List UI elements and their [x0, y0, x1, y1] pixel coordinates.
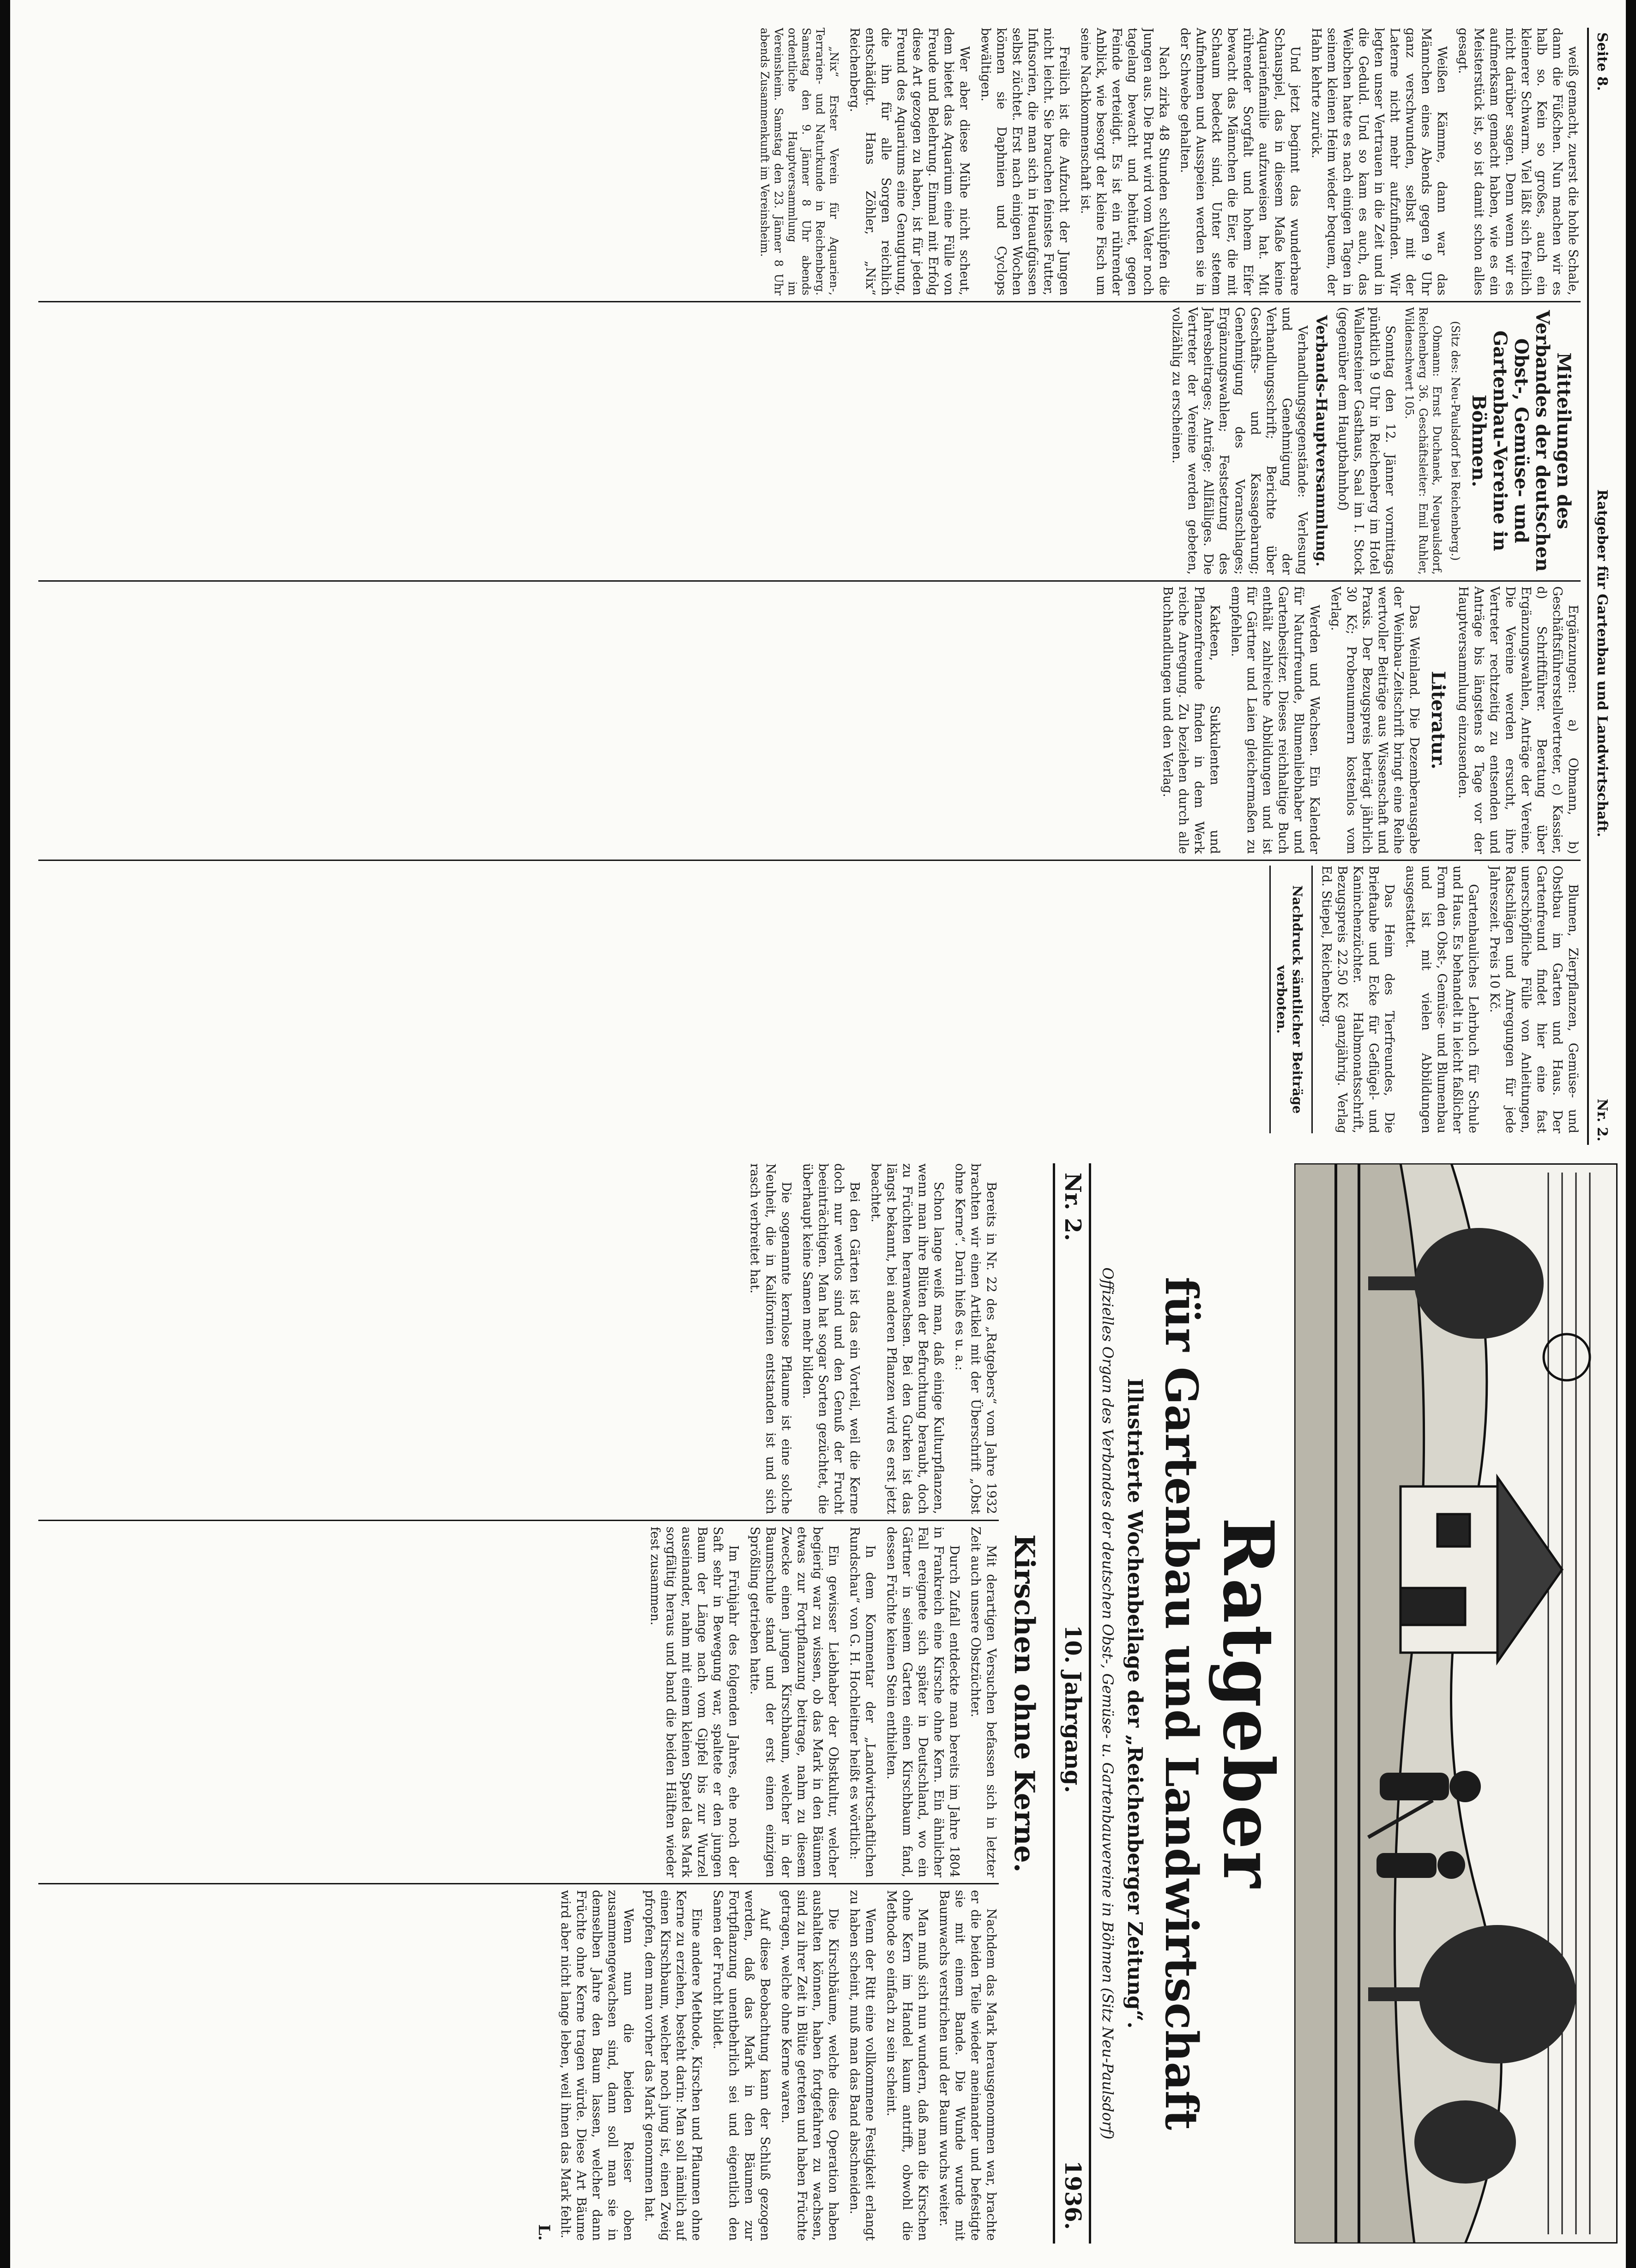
paragraph: Schon lange weiß man, daß einige Kulturpflanzen, wenn man ihre Blüten der Befruchtung beraubt, doch zu Früchten heranwachsen. Bei den Gurken ist das längst bekannt, bei anderen Pflanzen wird es erst jetzt beachtet.	[869, 1163, 946, 1514]
paragraph: Sonntag den 12. Jänner vormittags pünktlich 9 Uhr in Reichenberg im Hotel Wallensteiner Gasthaus, Saal im I. Stock (gegenüber dem Hauptbahnhof)	[1336, 307, 1397, 575]
paragraph: Wenn der Ritt eine vollkommene Festigkeit erlangt zu haben scheint, muß man das Band abschneiden.	[847, 1890, 877, 2241]
paragraph: Ein gewisser Liebhaber der Obstkultur, welcher begierig war zu wissen, ob das Mark in den Bäumen etwas zur Fortpflanzung beitrage, nahm zu diesem Zwecke einen jungen Kirschbaum, welcher in der Baumschule stand und der erst einen einzigen Sprößling getrieben hatte.	[748, 1527, 840, 1877]
paragraph: Ergänzungen: a) Obmann, b) Geschäftsführerstellvertreter, c) Kassier, d) Schriftführer. Beratung über Ergänzungswahlen, Anträge der Vereine. Die Vereine werden ersucht, ihre Vertreter rechtzeitig zu entsenden und Anträge bis längstens 8 Tage vor der Hauptversammlung einzusenden.	[1456, 586, 1580, 854]
column-divider	[38, 301, 1581, 302]
paragraph: Freilich ist die Aufzucht der Jungen nicht leicht. Sie brauchen feinstes Futter, Infusorien, die man sich in Heuaufgüssen selbst züchtet. Erst nach einigen Wochen können sie Daphnien und Cyclops bewältigen.	[978, 28, 1071, 295]
paragraph: Gartenbauliches Lehrbuch für Schule und Haus. Es behandelt in leicht faßlicher Form den Obst-, Gemüse- und Blumenbau und ist mit vielen Abbildungen ausgestattet.	[1403, 866, 1480, 1133]
verein-note: „Nix“ Erster Verein für Aquarien-, Terrarien- und Naturkunde in Reichenberg. Samstag den 9. Jänner 8 Uhr abends ordentliche Hauptversammlung im Vereinsheim. Samstag den 23. Jänner 8 Uhr abends Zusammenkunft im Vereinsheim.	[758, 28, 840, 295]
paragraph: In dem Kommentar der „Landwirtschaftlichen Rundschau“ von G. H. Hochleitner heißt es wörtlich:	[847, 1527, 877, 1877]
masthead-tagline: Illustrierte Wochenbeilage der „Reichenberger Zeitung“.	[1123, 1378, 1147, 2029]
scan-border-bottom	[0, 0, 10, 2268]
paragraph: Bereits in Nr. 22 des „Ratgebers“ vom Jahre 1932 brachten wir einen Artikel mit der Überschrift „Obst ohne Kerne“. Darin hieß es u. a.:	[953, 1163, 998, 1514]
header-rule	[1587, 28, 1589, 1145]
scan-border-top	[1626, 0, 1636, 2268]
paragraph: Bei den Gärten ist das ein Vorteil, weil die Kerne doch nur wertlos sind und den Genuß der Frucht beeinträchtigen. Man hat sogar Sorten gezüchtet, die überhaupt keine Samen mehr bilden.	[800, 1163, 862, 1514]
volume-label: 10. Jahrgang.	[1060, 1625, 1086, 1793]
paragraph: Blumen, Zierpflanzen, Gemüse- und Obstbau im Garten und Haus. Der Gartenfreund findet hier eine fast unerschöpfliche Fülle von Anleitungen, Ratschlägen und Anregungen für jede Jahreszeit. Preis 10 Kč.	[1487, 866, 1580, 1133]
article-column-2	[38, 1527, 999, 1877]
left-page	[29, 28, 1618, 1145]
literatur-heading: Literatur.	[1427, 671, 1449, 770]
reprint-notice: Nachdruck sämtlicher Beiträge verboten.	[1274, 885, 1305, 1114]
left-column-3	[38, 586, 1581, 854]
left-column-4	[38, 866, 1581, 1133]
masthead-subtitle: für Gartenbau und Landwirtschaft	[1155, 1276, 1207, 2130]
closing-rule	[1269, 866, 1271, 1133]
column-divider	[38, 580, 1581, 582]
paragraph: Das Heim des Tierfreundes, Die Brieftaube und Ecke für Geflügel- und Kaninchenzüchter. Halbmonatsschrift, Bezugspreis 22.50 Kč ganzjährig. Verlag Ed. Stiepel, Reichenberg.	[1319, 866, 1396, 1133]
article-column-1	[38, 1163, 999, 1514]
paragraph: Und jetzt beginnt das wunderbare Schauspiel, das in diesem Maße keine Aquarienfamilie aufzuweisen hat. Mit rührender Sorgfalt und hohem Eifer bewacht das Männchen die Eier, die mit Schaum bedeckt sind. Unter stetem Aufnehmen und Ausspeien werden sie in der Schwebe gehalten.	[1178, 28, 1302, 295]
paragraph: Wer aber diese Mühe nicht scheut, dem bietet das Aquarium eine Fülle von Freude und Belehrung. Einmal mit Erfolg diese Art gezogen zu haben, ist für jeden Freund des Aquariums eine Genugtuung, die ihn für alle Sorgen reichlich entschädigt. Hans Zöhler, „Nix“ Reichenberg.	[847, 28, 972, 295]
paragraph: weiß gemacht, zuerst die hohle Schale, dann die Füßchen. Nun machen wir es halb so. Kein so großes, auch ein kleinerer Schwarm. Viel läßt sich freilich nicht darüber sagen. Denn wenn wir es aufmerksam gemacht haben, wie es ein Meisterstück ist, so ist damit schon alles gesagt.	[1456, 28, 1580, 295]
paragraph: Man muß sich nun wundern, daß man die Kirschen ohne Kern im Handel kaum antrifft, obwohl die Methode so einfach zu sein scheint.	[884, 1890, 930, 2241]
masthead-rule-top	[1089, 1163, 1091, 2244]
mitteilungen-subheading: (Sitz des: Neu-Paulsdorf bei Reichenberg.)	[1449, 321, 1462, 561]
paragraph: Nachdem das Mark herausgenommen war, brachte er die beiden Teile wieder aneinander und befestigte sie mit einem Bande. Die Wunde wurde mit Baumwachs verstrichen und der Baum wuchs weiter.	[937, 1890, 998, 2241]
paragraph: Nach zirka 48 Stunden schlüpfen die Jungen aus. Die Brut wird vom Vater noch tagelang bewacht und behütet, gegen Feinde verteidigt. Es ist ein rührender Anblick, wie besorgt der kleine Fisch um seine Nachkommenschaft ist.	[1078, 28, 1171, 295]
masthead-organ: Offizielles Organ des Verbandes der deutschen Obst-, Gemüse- u. Gartenbauvereine in Böhmen (Sitz Neu-Paulsdorf)	[1099, 1267, 1117, 2140]
year-label: 1936.	[1060, 2160, 1086, 2230]
article-column-3	[38, 1890, 999, 2241]
paragraph: Werden und Wachsen. Ein Kalender für Naturfreunde, Blumenliebhaber und Gartenbesitzer. Dieses reichhaltige Buch enthält zahlreiche Abbildungen und ist für Gärtner und Laien gleichermaßen zu empfehlen.	[1229, 586, 1322, 854]
paragraph: Das Weinland. Die Dezemberausgabe der Weinbau-Zeitschrift bringt eine Reihe wertvoller Beiträge aus Wissenschaft und Praxis. Der Bezugspreis beträgt jährlich 30 Kč; Probenummern kostenlos vom Verlag.	[1328, 586, 1421, 854]
column-divider	[38, 860, 1581, 861]
paragraph: Die sogenannte kernlose Pflaume ist eine solche Neuheit, die in Kalifornien entstanden ist und sich rasch verbreitet hat.	[748, 1163, 793, 1514]
left-column-1	[38, 28, 1581, 295]
paragraph: Durch Zufall entdeckte man bereits im Jahre 1804 in Frankreich eine Kirsche ohne Kern. Ein ähnlicher Fall ereignete sich später in Deutschland, wo ein Gärtner in seinem Garten einen Kirschbaum fand, dessen Früchte keinen Stein enthielten.	[884, 1527, 961, 1877]
hauptversammlung-heading: Verbands-Hauptversammlung.	[1313, 315, 1330, 567]
closing-rule	[1311, 866, 1313, 1133]
column-divider	[38, 1520, 999, 1521]
masthead-illustration	[1294, 1163, 1618, 2244]
paragraph: Wenn nun die beiden Reiser oben zusammengewachsen sind, dann soll man sie in demselben Jahre den Baum lassen, welcher dann Früchte ohne Kerne tragen würde. Diese Art Bäume wird aber nicht lange leben, weil ihnen das Mark fehlt.	[558, 1890, 635, 2241]
masthead-title: Ratgeber	[1207, 1517, 1289, 1890]
author-signature: L.	[535, 2224, 553, 2241]
masthead-rule-bottom	[1053, 1163, 1055, 2244]
issue-number: Nr. 2.	[1594, 1099, 1610, 1142]
page-gutter	[20, 1145, 1618, 1163]
article-title: Kirschen ohne Kerne.	[1008, 1534, 1040, 1873]
paragraph: Kakteen, Sukkulenten und Pflanzenfreunde finden in dem Werk reiche Anregung. Zu beziehen durch alle Buchhandlungen und den Verlag.	[1160, 586, 1222, 854]
paragraph: Im Frühjahr des folgenden Jahres, ehe noch der Saft sehr in Bewegung war, spaltete er den jungen Baum der Länge nach vom Gipfel bis zur Wurzel auseinander, nahm mit einem kleinen Spatel das Mark sorgfältig heraus und band die beiden Hälften wieder fest zusammen.	[648, 1527, 741, 1877]
paragraph: Verhandlungsgegenstände: Verlesung und Genehmigung der Verhandlungsschrift; Berichte über Geschäfts- und Kassagebarung; Genehmigung des Voranschlages; Ergänzungswahlen; Festsetzung des Jahresbeitrages; Anträge; Allfälliges. Die Vertreter der Vereine werden gebeten, vollzählig zu erscheinen.	[1170, 307, 1310, 575]
page-folio: Seite 8.	[1594, 32, 1610, 91]
paragraph: Mit derartigen Versuchen befassen sich in letzter Zeit auch unsere Obstzüchter.	[968, 1527, 998, 1877]
paragraph: Auf diese Beobachtung kann der Schluß gezogen werden, daß das Mark in den Bäumen zur Fortpflanzung unentbehrlich sei und eigentlich den Samen der Frucht bildet.	[711, 1890, 772, 2241]
paragraph: Eine andere Methode, Kirschen und Pflaumen ohne Kerne zu erziehen, besteht darin: Man soll nämlich auf einen Kirschbaum, welcher noch jung ist, einen Zweig pfropfen, dem man vorher das Mark genommen hat.	[642, 1890, 704, 2241]
garden-scene-illustration	[1294, 1163, 1618, 2244]
paragraph: Obmann: Ernst Duchanek, Neupaulsdorf, Reichenberg 36. Geschäftsleiter: Emil Ruhler, Wildenschwert 105.	[1403, 307, 1443, 575]
mitteilungen-heading: Mitteilungen des Verbandes der deutschen Obst-, Gemüse- und Gartenbau-Vereine in Böhmen.	[1468, 310, 1575, 572]
paragraph: Weißen Kämme, dann war das Männchen eines Abends gegen 9 Uhr ganz verschwunden, selbst mit der Laterne nicht mehr aufzufinden. Wir legten unser Vertrauen in die Zeit und in die Geduld. Und so kam es auch, das Weibchen hatte es nach einigen Tagen in seinem kleinen Heim wieder bequem, der Hahn kehrte zurück.	[1309, 28, 1449, 295]
paragraph: Die Kirschbäume, welche diese Operation haben aushalten können, haben fortgefahren zu wachsen, sind zu ihrer Zeit in Blüte getreten und haben Früchte getragen, welche ohne Kerne waren.	[779, 1890, 840, 2241]
left-column-2	[38, 307, 1581, 575]
right-page	[29, 1163, 1618, 2244]
issue-number: Nr. 2.	[1060, 1173, 1086, 1241]
running-head: Ratgeber für Gartenbau und Landwirtschaft.	[1594, 489, 1610, 837]
column-divider	[38, 1883, 999, 1884]
